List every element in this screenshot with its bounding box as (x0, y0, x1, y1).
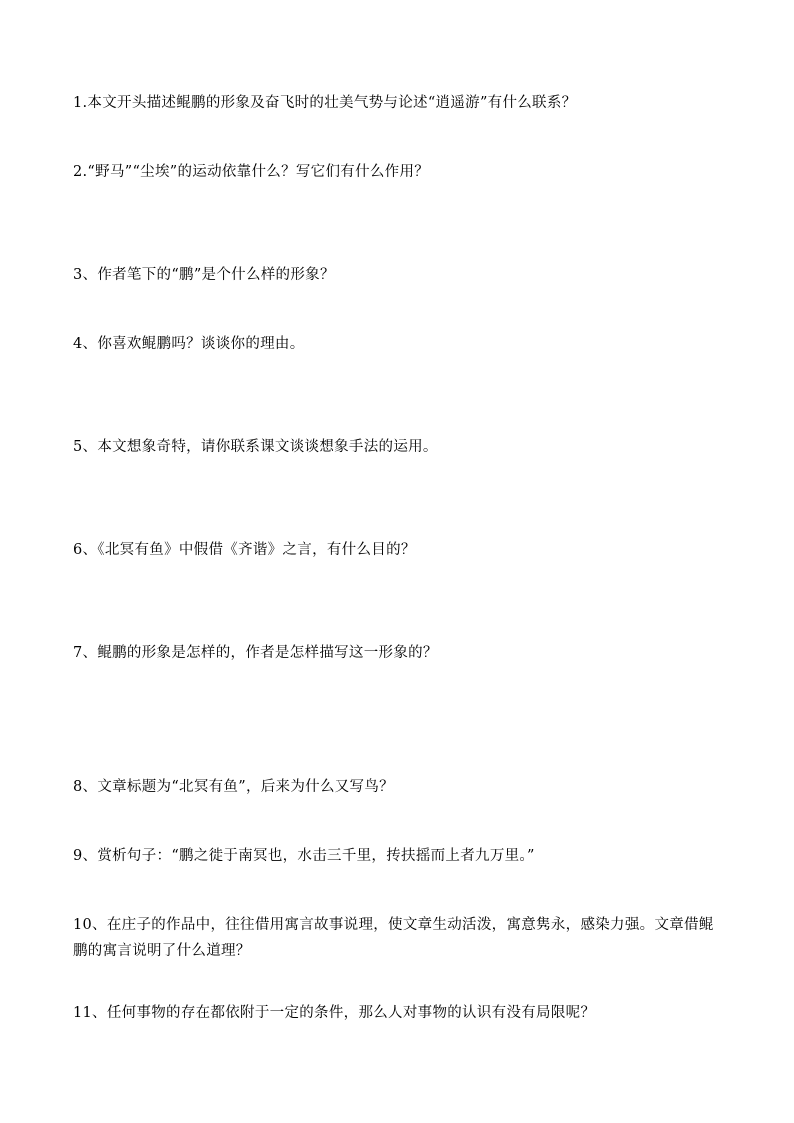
question-3: 3、作者笔下的“鹏”是个什么样的形象？ (73, 267, 335, 283)
question-5: 5、本文想象奇特，请你联系课文谈谈想象手法的运用。 (73, 439, 438, 455)
question-2: 2.“野马”“尘埃”的运动依靠什么？写它们有什么作用？ (73, 164, 430, 180)
question-8: 8、文章标题为“北冥有鱼”，后来为什么又写鸟？ (73, 779, 394, 795)
question-11: 11、任何事物的存在都依附于一定的条件，那么人对事物的认识有没有局限呢？ (73, 1005, 596, 1021)
question-7: 7、鲲鹏的形象是怎样的，作者是怎样描写这一形象的？ (73, 645, 438, 661)
question-4: 4、你喜欢鲲鹏吗？谈谈你的理由。 (73, 336, 305, 352)
question-6: 6、《北冥有鱼》中假借《齐谐》之言，有什么目的？ (73, 542, 416, 558)
question-1: 1.本文开头描述鲲鹏的形象及奋飞时的壮美气势与论述“逍遥游”有什么联系？ (73, 95, 577, 111)
question-9: 9、赏析句子：“鹏之徙于南冥也，水击三千里，抟扶摇而上者九万里。” (73, 848, 535, 864)
question-10: 10、在庄子的作品中，往往借用寓言故事说理，使文章生动活泼，寓意隽永，感染力强。文章借鲲鹏的寓言说明了什么道理？ (73, 917, 714, 959)
